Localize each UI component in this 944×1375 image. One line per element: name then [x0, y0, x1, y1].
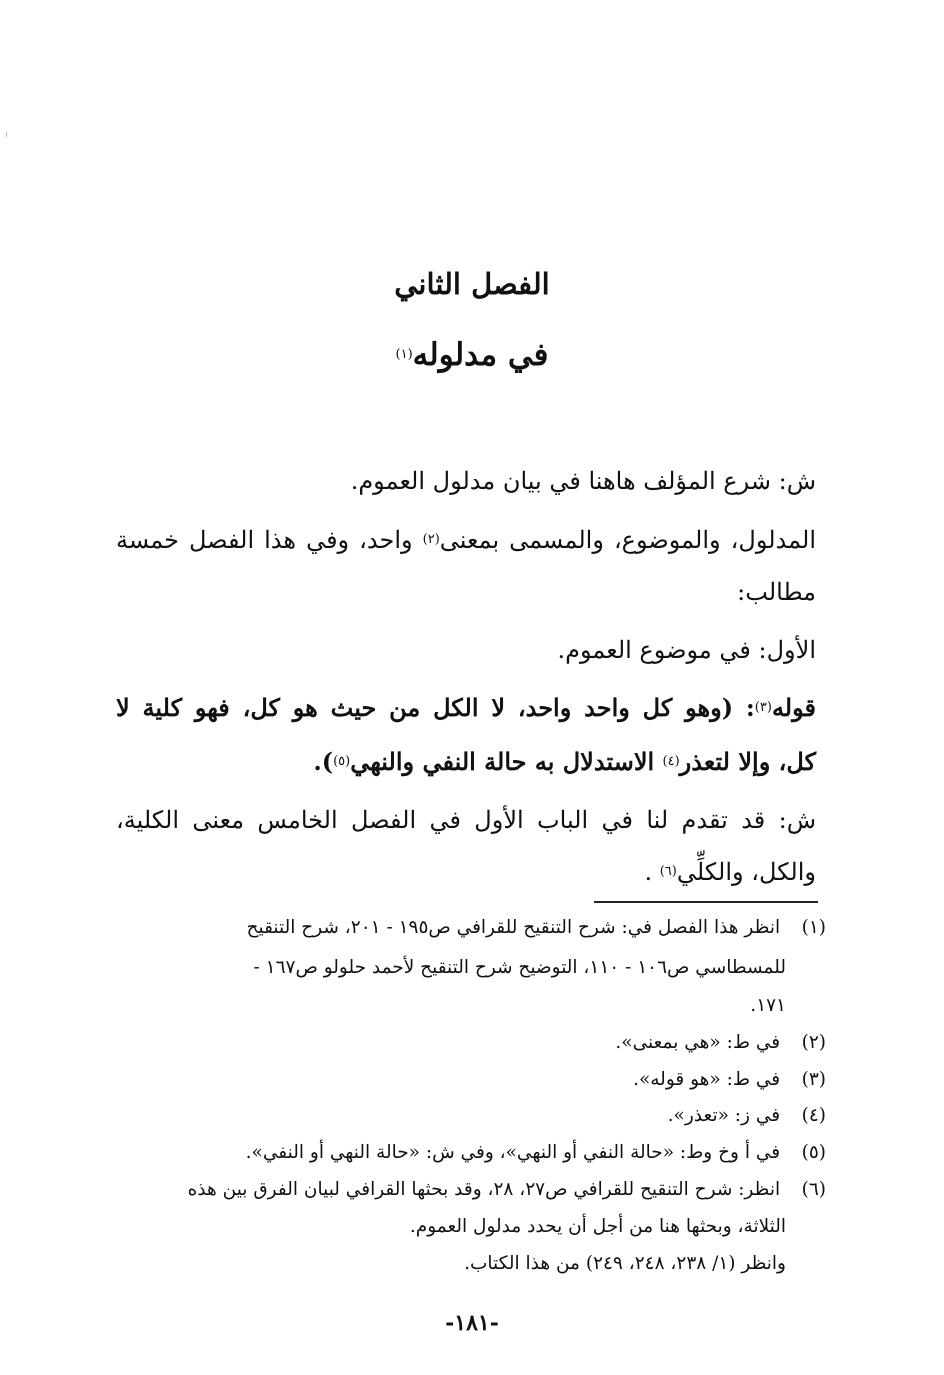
footnote-ref-2: (٢) — [422, 532, 440, 547]
chapter-title: الفصل الثاني — [394, 267, 550, 301]
footnote-5 — [116, 1138, 826, 1168]
footnote-2 — [116, 1028, 826, 1058]
body-line-5-part-a: قوله — [771, 693, 816, 722]
footnote-5-number: (٥) — [801, 1142, 826, 1163]
footnote-ref-5: (٥) — [333, 754, 351, 769]
footnote-3 — [116, 1065, 826, 1095]
footnote-1-line-3: ١٧١. — [750, 995, 786, 1016]
footnote-6 — [116, 1175, 826, 1205]
body-line-2-part-a: المدلول، والموضوع، والمسمى بمعنى — [439, 526, 816, 554]
footnote-2-number: (٢) — [801, 1032, 826, 1053]
page-number: -١٨١- — [445, 1310, 499, 1336]
body-line-3: مطالب: — [737, 578, 816, 606]
footnote-6-number: (٦) — [801, 1179, 826, 1200]
footnote-3-text: في ط: «هو قوله». — [633, 1069, 781, 1090]
footnote-ref-4: (٤) — [662, 754, 680, 769]
footnote-divider — [594, 901, 818, 903]
body-line-6-part-c: ). — [313, 747, 334, 776]
footnote-1 — [116, 913, 826, 943]
body-line-8-part-a: والكل، والكلِّي — [676, 858, 816, 886]
scan-edge-mark — [6, 132, 7, 137]
body-line-4: الأول: في موضوع العموم. — [557, 636, 816, 664]
footnote-4-text: في ز: «تعذر». — [667, 1105, 781, 1126]
body-line-2-part-b: واحد، وفي هذا الفصل خمسة — [116, 526, 423, 554]
body-line-6 — [116, 744, 816, 780]
footnote-4 — [116, 1101, 826, 1131]
body-line-8 — [116, 854, 816, 890]
footnote-ref-6: (٦) — [659, 864, 677, 879]
footnote-6-line-3: وانظر (١/ ٢٣٨، ٢٤٨، ٢٤٩) من هذا الكتاب. — [464, 1253, 786, 1274]
footnote-3-number: (٣) — [801, 1069, 826, 1090]
body-line-5-part-b: : (وهو كل واحد واحد، لا الكل من حيث هو كل، فهو كلية لا — [116, 693, 755, 722]
body-line-6-part-b: الاستدلال به حالة النفي والنهي — [350, 747, 663, 776]
body-line-8-part-b: . — [644, 858, 660, 886]
footnote-ref-3: (٣) — [754, 700, 772, 715]
footnote-1-number: (١) — [801, 917, 826, 938]
footnote-4-number: (٤) — [801, 1105, 826, 1126]
footnote-6-line-2: الثلاثة، وبحثها هنا من أجل أن يحدد مدلول العموم. — [409, 1216, 786, 1237]
footnote-1-line-1: انظر هذا الفصل في: شرح التنقيح للقرافي ص١٩٥ - ٢٠١، شرح التنقيح — [246, 917, 781, 938]
chapter-subtitle-text: في مدلوله — [412, 337, 549, 373]
footnote-1-line-2: للمسطاسي ص١٠٦ - ١١٠، التوضيح شرح التنقيح لأحمد حلولو ص١٦٧ - — [253, 957, 786, 978]
body-line-5 — [116, 690, 816, 726]
footnote-ref-1: (١) — [395, 347, 413, 362]
footnote-5-text: في أ وخ وط: «حالة النفي أو النهي»، وفي ش: «حالة النهي أو النفي». — [245, 1142, 781, 1163]
chapter-subtitle — [0, 332, 944, 378]
footnote-2-text: في ط: «هي بمعنى». — [615, 1032, 781, 1053]
body-line-6-part-a: كل، وإلا لتعذر — [679, 747, 816, 776]
body-line-1: ش: شرع المؤلف هاهنا في بيان مدلول العموم. — [350, 467, 816, 495]
body-line-7: ش: قد تقدم لنا في الباب الأول في الفصل الخامس معنى الكلية، — [116, 806, 816, 834]
footnote-6-line-1: انظر: شرح التنقيح للقرافي ص٢٧، ٢٨، وقد بحثها القرافي لبيان الفرق بين هذه — [187, 1179, 781, 1200]
body-line-2 — [116, 522, 816, 558]
